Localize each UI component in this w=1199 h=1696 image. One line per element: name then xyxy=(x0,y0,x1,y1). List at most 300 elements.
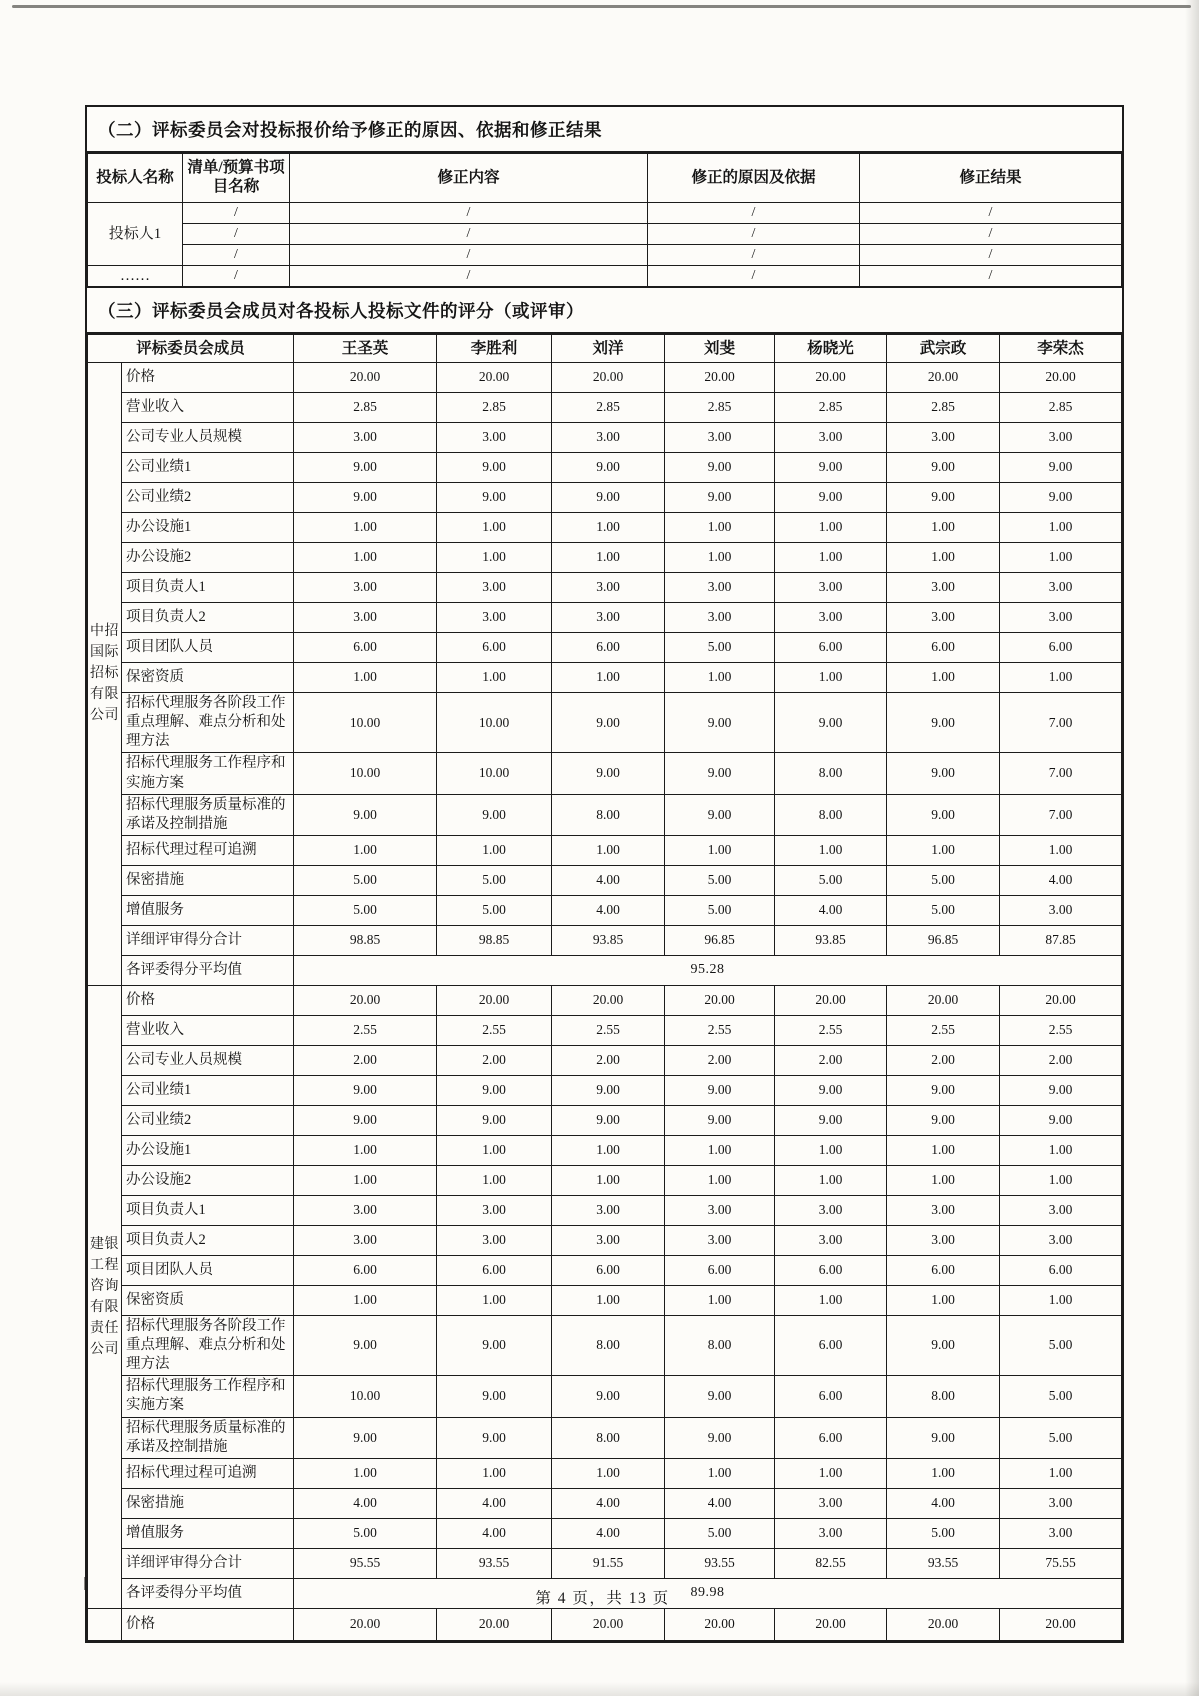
member-name-header: 刘洋 xyxy=(552,335,665,363)
score-cell: 3.00 xyxy=(887,1195,1000,1225)
score-cell: 6.00 xyxy=(294,1255,437,1285)
score-cell: 9.00 xyxy=(775,483,887,513)
score-cell: 2.00 xyxy=(437,1045,552,1075)
correction-col-header: 修正内容 xyxy=(290,154,648,203)
bidder-ellipsis-cell: …… xyxy=(88,266,183,287)
score-cell: 1.00 xyxy=(665,513,775,543)
criteria-label-cell: 项目团队人员 xyxy=(122,633,294,663)
scan-top-edge-artifact xyxy=(12,5,1191,8)
score-cell: 96.85 xyxy=(665,925,775,955)
score-row xyxy=(88,753,1122,794)
score-cell: 3.00 xyxy=(775,1488,887,1518)
score-cell: 2.85 xyxy=(887,393,1000,423)
score-cell: 1.00 xyxy=(294,663,437,693)
score-cell: 9.00 xyxy=(552,693,665,753)
score-table-body xyxy=(88,363,1122,1641)
average-value-cell: 95.28 xyxy=(294,955,1122,985)
slash-cell: / xyxy=(183,245,290,266)
slash-cell: / xyxy=(183,266,290,287)
score-cell: 9.00 xyxy=(887,483,1000,513)
score-cell: 5.00 xyxy=(665,895,775,925)
score-cell: 1.00 xyxy=(437,543,552,573)
score-row xyxy=(88,1195,1122,1225)
score-cell: 1.00 xyxy=(665,663,775,693)
slash-cell: / xyxy=(860,245,1122,266)
score-cell: 3.00 xyxy=(1000,1225,1122,1255)
slash-cell: / xyxy=(648,224,860,245)
slash-cell: / xyxy=(648,245,860,266)
score-cell: 1.00 xyxy=(775,1135,887,1165)
score-cell: 6.00 xyxy=(775,633,887,663)
score-row xyxy=(88,1075,1122,1105)
score-row xyxy=(88,1488,1122,1518)
score-cell: 5.00 xyxy=(775,865,887,895)
members-header-cell: 评标委员会成员 xyxy=(88,335,294,363)
score-cell: 20.00 xyxy=(437,985,552,1015)
score-cell: 3.00 xyxy=(552,1195,665,1225)
score-cell: 1.00 xyxy=(1000,1458,1122,1488)
score-cell: 3.00 xyxy=(775,1225,887,1255)
criteria-label-cell: 项目负责人1 xyxy=(122,573,294,603)
score-cell: 6.00 xyxy=(1000,633,1122,663)
score-cell: 20.00 xyxy=(437,363,552,393)
slash-cell: / xyxy=(183,224,290,245)
criteria-label-cell: 项目团队人员 xyxy=(122,1255,294,1285)
scan-right-edge-artifact xyxy=(1185,0,1199,1696)
score-cell: 3.00 xyxy=(294,603,437,633)
score-row xyxy=(88,693,1122,753)
score-cell: 3.00 xyxy=(552,573,665,603)
score-cell: 9.00 xyxy=(437,1075,552,1105)
member-name-header: 李荣杰 xyxy=(1000,335,1122,363)
score-cell: 3.00 xyxy=(437,1195,552,1225)
score-table-header-row xyxy=(88,335,1122,363)
score-cell: 3.00 xyxy=(1000,1195,1122,1225)
score-cell: 6.00 xyxy=(887,1255,1000,1285)
score-cell: 10.00 xyxy=(437,753,552,794)
score-cell: 5.00 xyxy=(437,895,552,925)
criteria-label-cell: 公司业绩1 xyxy=(122,453,294,483)
score-row xyxy=(88,663,1122,693)
score-row xyxy=(88,925,1122,955)
score-cell: 9.00 xyxy=(665,1417,775,1458)
score-cell: 7.00 xyxy=(1000,753,1122,794)
score-cell: 3.00 xyxy=(1000,895,1122,925)
score-cell: 20.00 xyxy=(552,363,665,393)
score-cell: 20.00 xyxy=(1000,1608,1122,1640)
score-row xyxy=(88,1518,1122,1548)
criteria-label-cell: 办公设施1 xyxy=(122,513,294,543)
criteria-label-cell: 招标代理服务各阶段工作重点理解、难点分析和处理方法 xyxy=(122,693,294,753)
score-cell: 9.00 xyxy=(887,693,1000,753)
score-cell: 9.00 xyxy=(552,483,665,513)
score-cell: 98.85 xyxy=(294,925,437,955)
score-cell: 5.00 xyxy=(665,1518,775,1548)
score-cell: 1.00 xyxy=(1000,1165,1122,1195)
score-cell: 9.00 xyxy=(1000,483,1122,513)
score-cell: 5.00 xyxy=(887,895,1000,925)
score-cell: 1.00 xyxy=(775,835,887,865)
criteria-label-cell: 保密资质 xyxy=(122,1285,294,1315)
score-cell: 1.00 xyxy=(665,543,775,573)
score-cell: 2.85 xyxy=(775,393,887,423)
score-cell: 3.00 xyxy=(294,1195,437,1225)
score-cell: 4.00 xyxy=(294,1488,437,1518)
score-cell: 3.00 xyxy=(775,1518,887,1548)
member-name-header: 武宗政 xyxy=(887,335,1000,363)
score-cell: 9.00 xyxy=(887,753,1000,794)
score-cell: 9.00 xyxy=(887,794,1000,835)
criteria-label-cell: 公司业绩1 xyxy=(122,1075,294,1105)
criteria-label-cell: 办公设施2 xyxy=(122,543,294,573)
criteria-label-cell: 项目负责人1 xyxy=(122,1195,294,1225)
score-cell: 87.85 xyxy=(1000,925,1122,955)
average-label-cell: 各评委得分平均值 xyxy=(122,955,294,985)
score-cell: 1.00 xyxy=(887,835,1000,865)
score-cell: 2.00 xyxy=(665,1045,775,1075)
score-cell: 10.00 xyxy=(437,693,552,753)
score-cell: 3.00 xyxy=(437,423,552,453)
correction-table-header-row xyxy=(88,154,1122,203)
score-cell: 9.00 xyxy=(887,1417,1000,1458)
score-row xyxy=(88,1225,1122,1255)
slash-cell: / xyxy=(290,266,648,287)
criteria-label-cell: 详细评审得分合计 xyxy=(122,1548,294,1578)
score-cell: 9.00 xyxy=(437,1315,552,1375)
score-cell: 20.00 xyxy=(294,363,437,393)
score-cell: 3.00 xyxy=(665,603,775,633)
criteria-label-cell: 价格 xyxy=(122,363,294,393)
score-cell: 1.00 xyxy=(552,1458,665,1488)
score-cell: 3.00 xyxy=(775,603,887,633)
score-cell: 8.00 xyxy=(775,753,887,794)
score-cell: 2.85 xyxy=(437,393,552,423)
score-cell: 1.00 xyxy=(887,543,1000,573)
criteria-label-cell: 项目负责人2 xyxy=(122,1225,294,1255)
score-cell: 93.55 xyxy=(665,1548,775,1578)
correction-col-header: 修正结果 xyxy=(860,154,1122,203)
score-cell: 1.00 xyxy=(552,1165,665,1195)
score-cell: 3.00 xyxy=(887,603,1000,633)
score-cell: 9.00 xyxy=(665,693,775,753)
score-cell: 6.00 xyxy=(552,633,665,663)
score-row xyxy=(88,1608,1122,1640)
score-cell: 1.00 xyxy=(665,835,775,865)
score-cell: 95.55 xyxy=(294,1548,437,1578)
score-row xyxy=(88,363,1122,393)
score-cell: 10.00 xyxy=(294,693,437,753)
score-cell: 3.00 xyxy=(294,573,437,603)
score-cell: 6.00 xyxy=(294,633,437,663)
slash-cell: / xyxy=(290,224,648,245)
score-cell: 3.00 xyxy=(437,1225,552,1255)
criteria-label-cell: 招标代理服务工作程序和实施方案 xyxy=(122,753,294,794)
score-row xyxy=(88,985,1122,1015)
score-cell: 9.00 xyxy=(552,753,665,794)
score-cell: 1.00 xyxy=(437,513,552,543)
score-cell: 1.00 xyxy=(1000,1135,1122,1165)
score-row xyxy=(88,1105,1122,1135)
slash-cell: / xyxy=(648,266,860,287)
section2-title: （二）评标委员会对投标报价给予修正的原因、依据和修正结果 xyxy=(87,107,1122,153)
score-cell: 1.00 xyxy=(552,513,665,543)
score-cell: 5.00 xyxy=(294,895,437,925)
criteria-label-cell: 保密措施 xyxy=(122,865,294,895)
member-name-header: 李胜利 xyxy=(437,335,552,363)
score-cell: 10.00 xyxy=(294,753,437,794)
bidder-name-cell: 投标人1 xyxy=(88,203,183,266)
score-cell: 1.00 xyxy=(887,1165,1000,1195)
score-cell: 1.00 xyxy=(887,663,1000,693)
score-cell: 9.00 xyxy=(775,453,887,483)
score-cell: 1.00 xyxy=(552,835,665,865)
score-cell: 1.00 xyxy=(775,543,887,573)
average-label-cell: 各评委得分平均值 xyxy=(122,1578,294,1608)
score-cell: 20.00 xyxy=(665,985,775,1015)
score-cell: 6.00 xyxy=(775,1315,887,1375)
score-cell: 1.00 xyxy=(552,543,665,573)
score-cell: 1.00 xyxy=(775,663,887,693)
score-cell: 20.00 xyxy=(887,985,1000,1015)
score-cell: 6.00 xyxy=(775,1376,887,1417)
score-cell: 20.00 xyxy=(294,985,437,1015)
score-cell: 82.55 xyxy=(775,1548,887,1578)
score-cell: 20.00 xyxy=(294,1608,437,1640)
score-cell: 3.00 xyxy=(887,1225,1000,1255)
correction-col-header: 投标人名称 xyxy=(88,154,183,203)
score-cell: 6.00 xyxy=(437,633,552,663)
score-cell: 1.00 xyxy=(437,1285,552,1315)
score-table xyxy=(87,334,1122,1641)
score-cell: 6.00 xyxy=(775,1255,887,1285)
score-row xyxy=(88,1376,1122,1417)
score-cell: 93.55 xyxy=(887,1548,1000,1578)
score-cell: 2.00 xyxy=(775,1045,887,1075)
score-cell: 4.00 xyxy=(552,895,665,925)
score-cell: 1.00 xyxy=(552,1135,665,1165)
score-cell: 1.00 xyxy=(552,663,665,693)
criteria-label-cell: 价格 xyxy=(122,985,294,1015)
score-cell: 4.00 xyxy=(552,865,665,895)
correction-row xyxy=(88,266,1122,287)
score-row xyxy=(88,1135,1122,1165)
score-cell: 1.00 xyxy=(665,1135,775,1165)
slash-cell: / xyxy=(648,203,860,224)
score-cell: 9.00 xyxy=(665,753,775,794)
score-cell: 9.00 xyxy=(887,1315,1000,1375)
score-cell: 9.00 xyxy=(552,1105,665,1135)
criteria-label-cell: 公司专业人员规模 xyxy=(122,423,294,453)
correction-row xyxy=(88,224,1122,245)
score-cell: 9.00 xyxy=(437,794,552,835)
score-cell: 5.00 xyxy=(887,1518,1000,1548)
score-row xyxy=(88,1548,1122,1578)
score-cell: 20.00 xyxy=(437,1608,552,1640)
score-cell: 1.00 xyxy=(775,1285,887,1315)
correction-row xyxy=(88,245,1122,266)
score-cell: 2.85 xyxy=(294,393,437,423)
criteria-label-cell: 价格 xyxy=(122,1608,294,1640)
average-value-cell: 89.98 xyxy=(294,1578,1122,1608)
criteria-label-cell: 招标代理服务各阶段工作重点理解、难点分析和处理方法 xyxy=(122,1315,294,1375)
score-cell: 5.00 xyxy=(665,865,775,895)
criteria-label-cell: 增值服务 xyxy=(122,895,294,925)
score-cell: 9.00 xyxy=(665,1075,775,1105)
criteria-label-cell: 营业收入 xyxy=(122,1015,294,1045)
score-cell: 1.00 xyxy=(887,513,1000,543)
score-cell: 6.00 xyxy=(665,1255,775,1285)
score-cell: 96.85 xyxy=(887,925,1000,955)
criteria-label-cell: 保密资质 xyxy=(122,663,294,693)
score-cell: 20.00 xyxy=(775,985,887,1015)
score-cell: 3.00 xyxy=(887,423,1000,453)
score-cell: 3.00 xyxy=(437,573,552,603)
score-cell: 6.00 xyxy=(775,1417,887,1458)
score-cell: 9.00 xyxy=(1000,1105,1122,1135)
correction-row xyxy=(88,203,1122,224)
criteria-label-cell: 保密措施 xyxy=(122,1488,294,1518)
score-cell: 93.55 xyxy=(437,1548,552,1578)
score-cell: 2.55 xyxy=(552,1015,665,1045)
score-row xyxy=(88,1015,1122,1045)
score-cell: 8.00 xyxy=(552,1417,665,1458)
criteria-label-cell: 公司业绩2 xyxy=(122,1105,294,1135)
score-cell: 93.85 xyxy=(552,925,665,955)
member-name-header: 杨晓光 xyxy=(775,335,887,363)
company-name-cell: 建银工程咨询有限责任公司 xyxy=(88,985,122,1608)
score-cell: 2.00 xyxy=(294,1045,437,1075)
score-cell: 3.00 xyxy=(775,423,887,453)
score-cell: 2.55 xyxy=(775,1015,887,1045)
score-cell: 20.00 xyxy=(1000,363,1122,393)
score-cell: 20.00 xyxy=(775,1608,887,1640)
score-cell: 1.00 xyxy=(437,1165,552,1195)
score-cell: 1.00 xyxy=(775,1458,887,1488)
score-cell: 2.00 xyxy=(552,1045,665,1075)
score-cell: 3.00 xyxy=(665,573,775,603)
score-cell: 9.00 xyxy=(294,1075,437,1105)
score-row xyxy=(88,1165,1122,1195)
score-cell: 2.85 xyxy=(1000,393,1122,423)
score-cell: 20.00 xyxy=(552,1608,665,1640)
score-cell: 1.00 xyxy=(665,1458,775,1488)
score-cell: 2.85 xyxy=(552,393,665,423)
score-cell: 9.00 xyxy=(294,1417,437,1458)
score-cell: 1.00 xyxy=(294,1458,437,1488)
score-cell: 9.00 xyxy=(294,794,437,835)
score-cell: 4.00 xyxy=(887,1488,1000,1518)
score-row xyxy=(88,1315,1122,1375)
score-cell: 1.00 xyxy=(665,1165,775,1195)
score-cell: 1.00 xyxy=(775,513,887,543)
score-cell: 3.00 xyxy=(437,603,552,633)
criteria-label-cell: 招标代理服务质量标准的承诺及控制措施 xyxy=(122,794,294,835)
score-cell: 3.00 xyxy=(665,1225,775,1255)
score-cell: 9.00 xyxy=(775,1075,887,1105)
slash-cell: / xyxy=(860,203,1122,224)
score-cell: 4.00 xyxy=(552,1488,665,1518)
criteria-label-cell: 详细评审得分合计 xyxy=(122,925,294,955)
score-cell: 9.00 xyxy=(665,1105,775,1135)
score-cell: 98.85 xyxy=(437,925,552,955)
score-cell: 20.00 xyxy=(552,985,665,1015)
score-cell: 8.00 xyxy=(775,794,887,835)
score-cell: 9.00 xyxy=(437,483,552,513)
score-row xyxy=(88,835,1122,865)
score-cell: 1.00 xyxy=(887,1135,1000,1165)
score-cell: 1.00 xyxy=(887,1285,1000,1315)
score-cell: 1.00 xyxy=(1000,543,1122,573)
score-row xyxy=(88,513,1122,543)
criteria-label-cell: 公司业绩2 xyxy=(122,483,294,513)
score-cell: 3.00 xyxy=(294,1225,437,1255)
score-cell: 1.00 xyxy=(294,513,437,543)
criteria-label-cell: 招标代理服务工作程序和实施方案 xyxy=(122,1376,294,1417)
score-cell: 1.00 xyxy=(1000,1285,1122,1315)
score-cell: 2.00 xyxy=(887,1045,1000,1075)
correction-col-header: 清单/预算书项目名称 xyxy=(183,154,290,203)
score-cell: 1.00 xyxy=(294,1135,437,1165)
score-cell: 3.00 xyxy=(1000,1518,1122,1548)
score-cell: 9.00 xyxy=(437,453,552,483)
score-cell: 9.00 xyxy=(665,453,775,483)
slash-cell: / xyxy=(290,203,648,224)
score-row xyxy=(88,865,1122,895)
score-cell: 9.00 xyxy=(775,1105,887,1135)
score-cell: 4.00 xyxy=(552,1518,665,1548)
score-cell: 4.00 xyxy=(1000,865,1122,895)
slash-cell: / xyxy=(860,266,1122,287)
score-cell: 1.00 xyxy=(294,835,437,865)
correction-col-header: 修正的原因及依据 xyxy=(648,154,860,203)
score-cell: 9.00 xyxy=(294,483,437,513)
score-cell: 1.00 xyxy=(1000,835,1122,865)
score-cell: 9.00 xyxy=(437,1105,552,1135)
criteria-label-cell: 招标代理服务质量标准的承诺及控制措施 xyxy=(122,1417,294,1458)
score-cell: 5.00 xyxy=(294,865,437,895)
score-cell: 3.00 xyxy=(775,1195,887,1225)
score-cell: 2.55 xyxy=(1000,1015,1122,1045)
score-cell: 9.00 xyxy=(887,1105,1000,1135)
scan-bottom-edge-artifact xyxy=(0,1682,1199,1696)
score-cell: 9.00 xyxy=(665,1376,775,1417)
score-cell: 91.55 xyxy=(552,1548,665,1578)
score-cell: 3.00 xyxy=(665,1195,775,1225)
score-row xyxy=(88,895,1122,925)
score-cell: 1.00 xyxy=(552,1285,665,1315)
score-cell: 2.55 xyxy=(437,1015,552,1045)
correction-table xyxy=(87,153,1122,287)
score-cell: 9.00 xyxy=(1000,1075,1122,1105)
score-cell: 9.00 xyxy=(775,693,887,753)
criteria-label-cell: 增值服务 xyxy=(122,1518,294,1548)
score-cell: 20.00 xyxy=(665,363,775,393)
score-cell: 9.00 xyxy=(665,794,775,835)
score-cell: 9.00 xyxy=(1000,453,1122,483)
score-cell: 20.00 xyxy=(775,363,887,393)
score-cell: 5.00 xyxy=(1000,1417,1122,1458)
score-cell: 1.00 xyxy=(437,835,552,865)
score-cell: 2.55 xyxy=(294,1015,437,1045)
score-cell: 9.00 xyxy=(887,1075,1000,1105)
score-cell: 5.00 xyxy=(887,865,1000,895)
score-cell: 7.00 xyxy=(1000,693,1122,753)
score-cell: 5.00 xyxy=(1000,1376,1122,1417)
score-cell: 1.00 xyxy=(437,1458,552,1488)
score-cell: 5.00 xyxy=(294,1518,437,1548)
score-cell: 3.00 xyxy=(552,1225,665,1255)
score-cell: 1.00 xyxy=(775,1165,887,1195)
